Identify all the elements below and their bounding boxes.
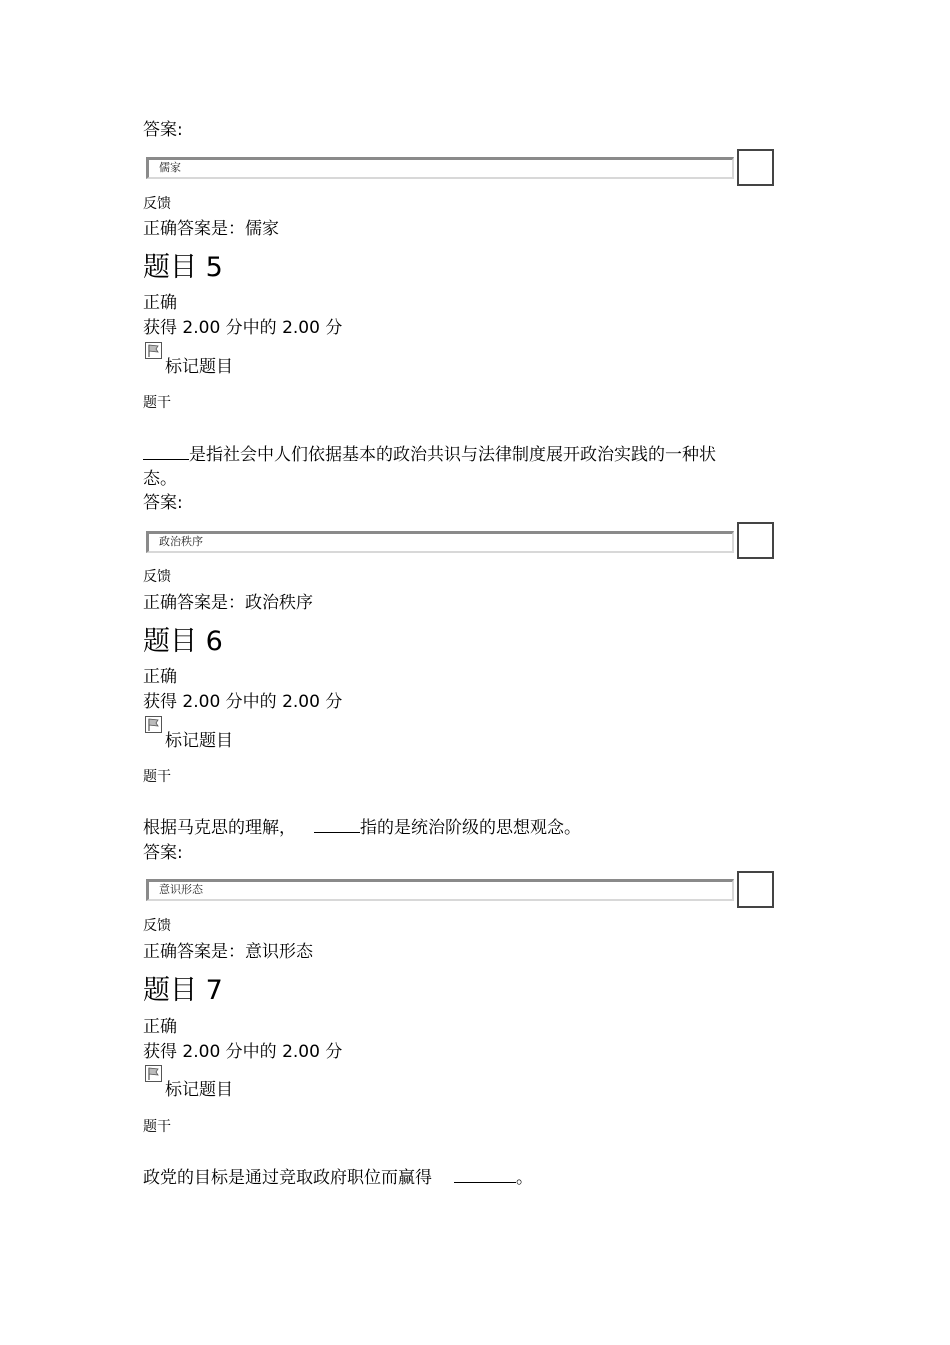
question-text-cont: 态。 <box>143 469 177 489</box>
answer-label: 答案: <box>143 493 183 513</box>
blank-line <box>454 1167 516 1183</box>
stem-label: 题干 <box>143 769 171 785</box>
flag-question-link[interactable]: 标记题目 <box>165 731 233 751</box>
check-button[interactable] <box>737 871 774 908</box>
correct-answer-text: 正确答案是：意识形态 <box>143 942 313 962</box>
answer-label: 答案: <box>143 120 183 140</box>
question-status: 正确 <box>143 1017 177 1037</box>
flag-question-link[interactable]: 标记题目 <box>165 1080 233 1100</box>
feedback-label: 反馈 <box>143 918 171 934</box>
answer-input[interactable]: 政治秩序 <box>146 531 734 553</box>
question-title: 题目 7 <box>143 975 223 1006</box>
feedback-label: 反馈 <box>143 569 171 585</box>
question-text: 政党的目标是通过竞取政府职位而赢得 。 <box>143 1168 533 1188</box>
question-status: 正确 <box>143 293 177 313</box>
blank-line <box>143 444 189 460</box>
flag-icon[interactable] <box>145 716 162 733</box>
flag-question-link[interactable]: 标记题目 <box>165 357 233 377</box>
stem-label: 题干 <box>143 1119 171 1135</box>
question-grade: 获得 2.00 分中的 2.00 分 <box>143 1042 343 1062</box>
check-button[interactable] <box>737 149 774 186</box>
answer-label: 答案: <box>143 843 183 863</box>
stem-label: 题干 <box>143 395 171 411</box>
correct-answer-text: 正确答案是：政治秩序 <box>143 593 313 613</box>
question-title: 题目 5 <box>143 252 223 283</box>
flag-icon[interactable] <box>145 1065 162 1082</box>
answer-input[interactable]: 意识形态 <box>146 879 734 901</box>
question-status: 正确 <box>143 667 177 687</box>
answer-input[interactable]: 儒家 <box>146 157 734 179</box>
question-grade: 获得 2.00 分中的 2.00 分 <box>143 318 343 338</box>
question-title: 题目 6 <box>143 626 223 657</box>
check-button[interactable] <box>737 522 774 559</box>
question-text: 是指社会中人们依据基本的政治共识与法律制度展开政治实践的一种状 <box>143 444 716 465</box>
flag-icon[interactable] <box>145 342 162 359</box>
feedback-label: 反馈 <box>143 196 171 212</box>
question-text: 根据马克思的理解， 指的是统治阶级的思想观念。 <box>143 818 581 838</box>
blank-line <box>314 817 360 833</box>
question-grade: 获得 2.00 分中的 2.00 分 <box>143 692 343 712</box>
correct-answer-text: 正确答案是：儒家 <box>143 219 279 239</box>
